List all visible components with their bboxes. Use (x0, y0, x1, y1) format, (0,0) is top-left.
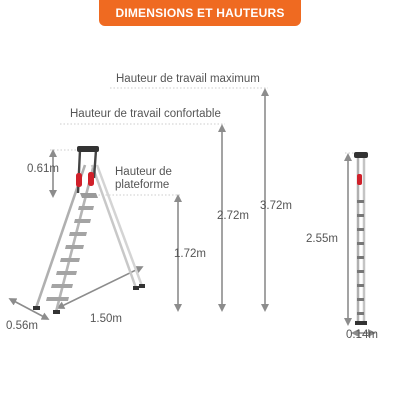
top-section-value: 0.61m (27, 163, 59, 175)
folded-feet (355, 321, 367, 325)
left-grip (76, 173, 82, 187)
step (60, 258, 80, 262)
comfort-working-height-label: Hauteur de travail confortable (70, 108, 221, 120)
folded-tool-tray (354, 152, 368, 158)
max-height-value: 3.72m (260, 200, 292, 212)
max-working-height-label: Hauteur de travail maximum (116, 73, 260, 85)
step (65, 245, 84, 249)
folded-step (357, 256, 364, 259)
step (56, 271, 77, 275)
folded-step (357, 298, 364, 301)
folded-step (357, 214, 364, 217)
back-foot-left (133, 286, 139, 290)
step (51, 284, 73, 288)
folded-step (357, 200, 364, 203)
depth-value: 0.56m (6, 320, 38, 332)
folded-height-value: 2.55m (306, 233, 338, 245)
comfort-height-value: 2.72m (217, 210, 249, 222)
dimension-arrows (12, 92, 372, 333)
folded-step (357, 228, 364, 231)
step (78, 206, 94, 210)
front-rail-right (56, 168, 93, 312)
platform-step (80, 193, 98, 198)
folded-step (357, 242, 364, 245)
front-foot-left (33, 306, 40, 310)
platform-height-label: Hauteur de plateforme (115, 166, 172, 191)
folded-step (357, 284, 364, 287)
step (74, 219, 91, 223)
step (46, 297, 69, 301)
tool-tray (77, 146, 99, 152)
platform-height-value: 1.72m (174, 248, 206, 260)
step (69, 232, 87, 236)
folded-step (357, 270, 364, 273)
right-grip (88, 172, 94, 186)
depth-arrow (12, 300, 46, 318)
back-foot-right (139, 284, 145, 288)
base-length-value: 1.50m (90, 313, 122, 325)
folded-ladder-illustration (354, 152, 368, 325)
folded-step (357, 312, 364, 315)
front-foot-right (53, 310, 60, 314)
header-title: DIMENSIONS ET HAUTEURS (99, 0, 300, 26)
folded-grip (357, 174, 362, 185)
folded-depth-value: 0.14m (346, 329, 378, 341)
